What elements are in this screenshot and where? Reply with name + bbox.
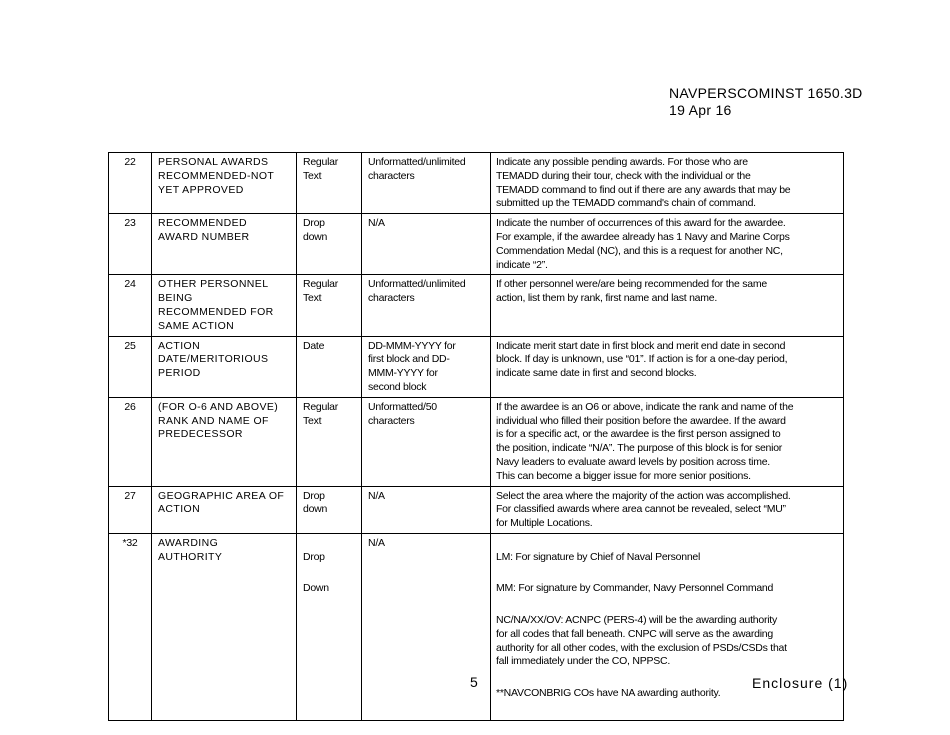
authority-paragraph: MM: For signature by Commander, Navy Personnel Command xyxy=(496,582,774,595)
authority-paragraph: **NAVCONBRIG COs have NA awarding authority. xyxy=(496,686,721,699)
block-name: ACTION DATE/MERITORIOUS PERIOD xyxy=(152,336,297,397)
block-name: PERSONAL AWARDS RECOMMENDED-NOT YET APPROVED xyxy=(152,153,297,214)
block-name: OTHER PERSONNEL BEING RECOMMENDED FOR SAME ACTION xyxy=(152,275,297,336)
block-name: GEOGRAPHIC AREA OF ACTION xyxy=(152,486,297,533)
block-description xyxy=(491,533,844,721)
table-row xyxy=(109,214,844,275)
block-name: RECOMMENDED AWARD NUMBER xyxy=(152,214,297,275)
block-number: 22 xyxy=(109,153,152,214)
block-format: N/A xyxy=(362,533,491,721)
table-row xyxy=(109,153,844,214)
block-format: N/A xyxy=(362,214,491,275)
block-format: Unformatted/50 characters xyxy=(362,397,491,486)
block-number: 26 xyxy=(109,397,152,486)
block-description: If other personnel were/are being recommended for the same action, list them by rank, first name and last name. xyxy=(491,275,844,336)
instruction-date: 19 Apr 16 xyxy=(669,102,732,118)
block-description: Indicate the number of occurrences of this award for the awardee. For example, if the awardee already has 1 Navy and Marine Corps Commendation Medal (NC), and this is a request for another NC, indicate “2”. xyxy=(491,214,844,275)
table-row xyxy=(109,397,844,486)
block-number: *32 xyxy=(109,533,152,721)
type-line: Drop xyxy=(303,550,325,563)
block-name: (FOR O-6 AND ABOVE) RANK AND NAME OF PREDECESSOR xyxy=(152,397,297,486)
block-format: Unformatted/unlimited characters xyxy=(362,153,491,214)
block-type: Regular Text xyxy=(297,275,362,336)
block-description: Indicate merit start date in first block and merit end date in second block. If day is unknown, use “01”. If action is for a one-day period, indicate same date in first and second blocks. xyxy=(491,336,844,397)
block-number: 24 xyxy=(109,275,152,336)
table-row xyxy=(109,336,844,397)
page-number: 5 xyxy=(470,674,478,690)
block-format: Unformatted/unlimited characters xyxy=(362,275,491,336)
authority-paragraph: LM: For signature by Chief of Naval Personnel xyxy=(496,550,701,563)
block-description: Select the area where the majority of the action was accomplished. For classified awards where area cannot be revealed, select “MU” for Multiple Locations. xyxy=(491,486,844,533)
table-row xyxy=(109,486,844,533)
block-format: DD-MMM-YYYY for first block and DD- MMM-YYYY for second block xyxy=(362,336,491,397)
enclosure-label: Enclosure (1) xyxy=(752,675,849,691)
authority-paragraph: NC/NA/XX/OV: ACNPC (PERS-4) will be the awarding authority for all codes that fall beneath. CNPC will serve as the awarding authority for all other codes, with the exclusion of PSDs/CSDs that fall immediately under the CO, NPPSC. xyxy=(496,613,787,668)
block-description: If the awardee is an O6 or above, indicate the rank and name of the individual who filled their position before the awardee. If the award is for a specific act, or the awardee is the first person assigned to the position, indicate “N/A”. The purpose of this block is for senior Navy leaders to evaluate award levels by position across time. This can become a bigger issue for more senior positions. xyxy=(491,397,844,486)
block-type: Drop down xyxy=(297,486,362,533)
table-row xyxy=(109,275,844,336)
block-type: Regular Text xyxy=(297,153,362,214)
document-header xyxy=(669,85,863,119)
block-type: Regular Text xyxy=(297,397,362,486)
type-line: Down xyxy=(303,582,329,595)
block-number: 23 xyxy=(109,214,152,275)
block-type xyxy=(297,533,362,721)
block-description: Indicate any possible pending awards. For those who are TEMADD during their tour, check with the individual or the TEMADD command to find out if there are any awards that may be submitted up the TEMADD command's chain of command. xyxy=(491,153,844,214)
block-number: 27 xyxy=(109,486,152,533)
block-format: N/A xyxy=(362,486,491,533)
block-name: AWARDING AUTHORITY xyxy=(152,533,297,721)
block-type: Date xyxy=(297,336,362,397)
block-type: Drop down xyxy=(297,214,362,275)
table-row xyxy=(109,533,844,721)
block-number: 25 xyxy=(109,336,152,397)
instruction-number: NAVPERSCOMINST 1650.3D xyxy=(669,85,863,101)
field-table xyxy=(108,152,844,721)
